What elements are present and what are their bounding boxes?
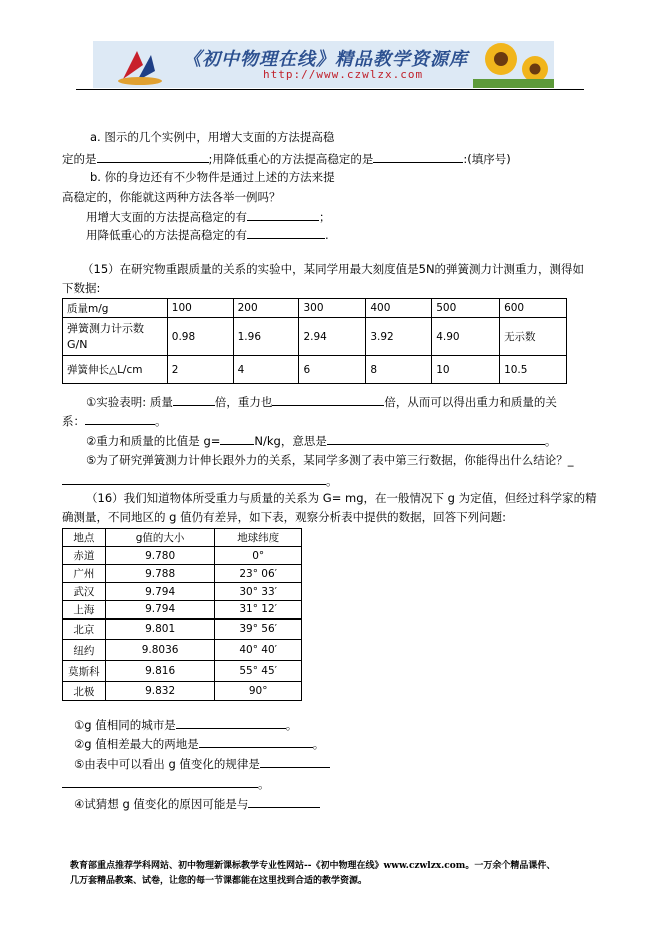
q16-s3-end: 。 bbox=[258, 777, 270, 791]
mass-weight-table bbox=[62, 298, 567, 384]
q15-s2-blank2[interactable] bbox=[327, 432, 545, 445]
q14-b-text1: 用增大支面的方法提高稳定的有 bbox=[86, 210, 247, 224]
table-cell: 2.94 bbox=[299, 318, 366, 356]
table-cell: 9.8036 bbox=[105, 640, 215, 661]
q14-b-blank1[interactable] bbox=[247, 208, 319, 221]
g-value-table bbox=[62, 528, 302, 701]
q16-s3-text1: ⑤由表中可以看出 g 值变化的规律是 bbox=[74, 757, 260, 771]
column-header: 地点 bbox=[63, 529, 106, 547]
q16-s3-blank1[interactable] bbox=[260, 755, 330, 768]
q16-s4-blank[interactable] bbox=[248, 795, 320, 808]
table-cell: 400 bbox=[366, 299, 432, 318]
table-row bbox=[63, 547, 302, 565]
q14-a-text3: :(填序号) bbox=[463, 152, 511, 166]
table-cell: 23° 06′ bbox=[215, 565, 302, 583]
table-row bbox=[63, 682, 302, 701]
table-cell: 9.780 bbox=[105, 547, 215, 565]
q16-s3-line2 bbox=[62, 775, 270, 792]
table-header-row bbox=[63, 529, 302, 547]
table-cell: 1.96 bbox=[233, 318, 299, 356]
q16-s2-text1: ②g 值相差最大的两地是 bbox=[74, 737, 199, 751]
q15-s3-line2 bbox=[62, 472, 338, 489]
table-cell: 4 bbox=[233, 356, 299, 384]
q16-s3-blank2[interactable] bbox=[62, 775, 258, 788]
table-cell: 赤道 bbox=[63, 547, 106, 565]
q15-intro-line1: （15）在研究物重跟质量的关系的实验中，某同学用最大刻度值是5N的弹簧测力计测重力，测得如 bbox=[82, 262, 585, 276]
q14-a-line2 bbox=[62, 150, 511, 167]
table-row bbox=[63, 619, 302, 640]
q14-b-line3 bbox=[86, 208, 331, 225]
table-cell: 40° 40′ bbox=[215, 640, 302, 661]
table-cell: 10 bbox=[432, 356, 500, 384]
table-cell: 100 bbox=[167, 299, 233, 318]
q14-a-blank2[interactable] bbox=[373, 150, 463, 163]
q15-s1-blank1[interactable] bbox=[173, 393, 215, 406]
q15-s1-blank3[interactable] bbox=[85, 412, 155, 425]
q16-s2-text2: 。 bbox=[312, 737, 325, 751]
q16-s4-line bbox=[74, 795, 320, 812]
q16-s1-line bbox=[74, 716, 297, 733]
q14-b-blank2[interactable] bbox=[247, 226, 325, 239]
q15-s1-text5: 。 bbox=[155, 414, 167, 428]
q14-b-text4: . bbox=[325, 228, 329, 242]
q15-s1-text1: ①实验表明: 质量 bbox=[86, 395, 173, 409]
table-cell: 4.90 bbox=[432, 318, 500, 356]
table-cell: 0° bbox=[215, 547, 302, 565]
table-cell: 300 bbox=[299, 299, 366, 318]
q16-s4-text1: ④试猜想 g 值变化的原因可能是与 bbox=[74, 797, 249, 811]
banner-title: 《初中物理在线》精品教学资源库 bbox=[183, 49, 468, 70]
table-cell: 北极 bbox=[63, 682, 106, 701]
table-row bbox=[63, 565, 302, 583]
table-cell: 10.5 bbox=[500, 356, 567, 384]
q15-s2-text3: 。 bbox=[544, 434, 557, 448]
q16-s1-blank[interactable] bbox=[176, 716, 286, 729]
table-row bbox=[63, 356, 567, 384]
table-row bbox=[63, 640, 302, 661]
table-row bbox=[63, 318, 567, 356]
table-cell: 30° 33′ bbox=[215, 583, 302, 601]
banner-url: http://www.czwlzx.com bbox=[263, 68, 424, 81]
table-cell: 6 bbox=[299, 356, 366, 384]
table-cell: 8 bbox=[366, 356, 432, 384]
q14-b-line4 bbox=[86, 226, 329, 243]
q16-s2-line bbox=[74, 735, 324, 752]
q15-s2-line bbox=[86, 432, 556, 449]
q16-s1-text2: 。 bbox=[285, 718, 298, 732]
table-row bbox=[63, 583, 302, 601]
table-cell: 200 bbox=[233, 299, 299, 318]
table-cell: 500 bbox=[432, 299, 500, 318]
q14-a-line1: a. 图示的几个实例中，用增大支面的方法提高稳 bbox=[90, 130, 335, 144]
q16-s2-blank[interactable] bbox=[199, 735, 313, 748]
footer-line2: 几万套精品教案、试卷，让您的每一节课都能在这里找到合适的教学资源。 bbox=[70, 876, 368, 886]
header-divider bbox=[76, 89, 584, 90]
row-label: 弹簧伸长△L/cm bbox=[63, 356, 168, 384]
table-row bbox=[63, 299, 567, 318]
column-header: 地球纬度 bbox=[215, 529, 302, 547]
q15-s3-end: 。 bbox=[326, 474, 338, 488]
table-cell: 31° 12′ bbox=[215, 601, 302, 619]
table-cell: 纽约 bbox=[63, 640, 106, 661]
q15-s1-text3: 倍，从而可以得出重力和质量的关 bbox=[384, 395, 557, 409]
page-footer bbox=[70, 859, 610, 889]
q15-s1-text2: 倍，重力也 bbox=[214, 395, 273, 409]
table-cell: 9.788 bbox=[105, 565, 215, 583]
q16-s1-text1: ①g 值相同的城市是 bbox=[74, 718, 176, 732]
table-cell: 北京 bbox=[63, 619, 106, 640]
table-cell: 9.816 bbox=[105, 661, 215, 682]
footer-line1: 教育部重点推荐学科网站、初中物理新课标教学专业性网站--《初中物理在线》www.czwlzx.com。一万余个精品课件、 bbox=[70, 861, 556, 871]
q16-s3-line1 bbox=[74, 755, 330, 772]
table-cell: 55° 45′ bbox=[215, 661, 302, 682]
table-cell: 莫斯科 bbox=[63, 661, 106, 682]
q14-a-blank1[interactable] bbox=[97, 150, 209, 163]
q15-s2-blank1[interactable] bbox=[220, 432, 254, 445]
q15-s1-line2 bbox=[62, 412, 167, 429]
column-header: g值的大小 bbox=[105, 529, 215, 547]
table-cell: 武汉 bbox=[63, 583, 106, 601]
q16-intro-line2: 确测量，不同地区的 g 值仍有差异，如下表，观察分析表中提供的数据，回答下列问题: bbox=[62, 510, 506, 524]
table-cell: 600 bbox=[500, 299, 567, 318]
row-label: 弹簧测力计示数G/N bbox=[63, 318, 168, 356]
q15-s3-line1: ⑤为了研究弹簧测力计伸长跟外力的关系，某同学多测了表中第三行数据，你能得出什么结论？_ bbox=[86, 453, 574, 467]
table-cell: 3.92 bbox=[366, 318, 432, 356]
q15-s1-blank2[interactable] bbox=[272, 393, 384, 406]
q14-b-text2: ； bbox=[319, 210, 331, 224]
table-row bbox=[63, 601, 302, 619]
q15-s1-text4: 系： bbox=[62, 414, 85, 428]
table-cell: 2 bbox=[167, 356, 233, 384]
table-cell: 0.98 bbox=[167, 318, 233, 356]
table-cell: 广州 bbox=[63, 565, 106, 583]
table-cell: 39° 56′ bbox=[215, 619, 302, 640]
table-cell: 9.801 bbox=[105, 619, 215, 640]
q15-s2-text2: N/kg，意思是 bbox=[254, 434, 327, 448]
table-cell: 9.832 bbox=[105, 682, 215, 701]
row-label: 质量m/g bbox=[63, 299, 168, 318]
q14-a-text1: 定的是 bbox=[62, 152, 97, 166]
q14-b-text3: 用降低重心的方法提高稳定的有 bbox=[86, 228, 247, 242]
table-cell: 无示数 bbox=[500, 318, 567, 356]
q14-a-text2: ;用降低重心的方法提高稳定的是 bbox=[208, 152, 374, 166]
q15-s3-blank[interactable] bbox=[62, 472, 326, 485]
q14-b-line1: b. 你的身边还有不少物件是通过上述的方法来提 bbox=[90, 170, 335, 184]
q15-intro-line2: 下数据: bbox=[62, 281, 101, 295]
q14-b-line2: 高稳定的，你能就这两种方法各举一例吗？ bbox=[62, 190, 281, 204]
table-cell: 90° bbox=[215, 682, 302, 701]
table-cell: 上海 bbox=[63, 601, 106, 619]
q16-intro-line1: （16）我们知道物体所受重力与质量的关系为 G= mg，在一般情况下 g 为定值，但经过科学家的精 bbox=[86, 491, 597, 505]
table-cell: 9.794 bbox=[105, 601, 215, 619]
table-row bbox=[63, 661, 302, 682]
table-cell: 9.794 bbox=[105, 583, 215, 601]
header-banner bbox=[93, 41, 554, 88]
q15-s2-text1: ②重力和质量的比值是 g= bbox=[86, 434, 221, 448]
q15-s1-line1 bbox=[86, 393, 557, 410]
